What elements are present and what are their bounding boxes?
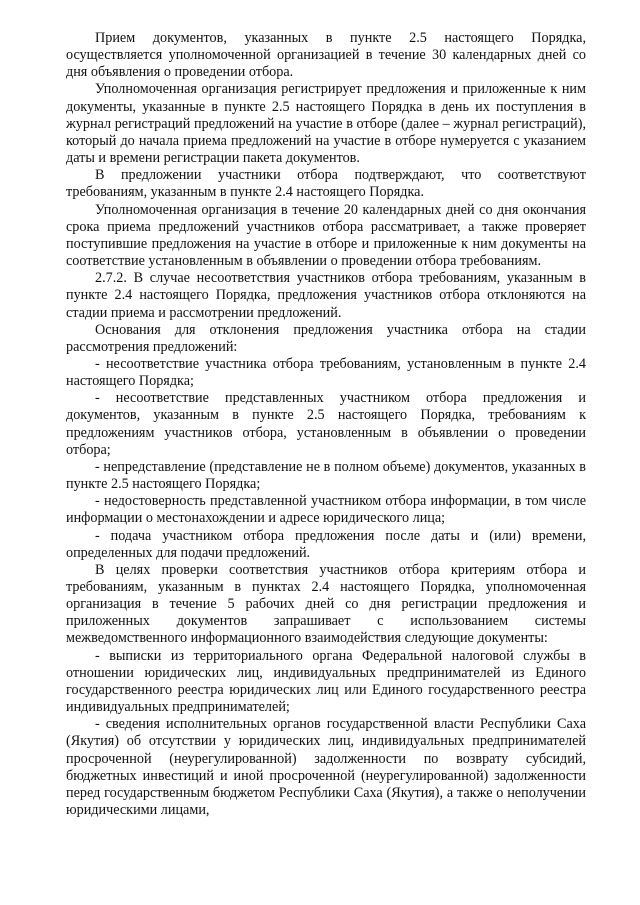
paragraph-document-receipt: Прием документов, указанных в пункте 2.5 настоящего Порядка, осуществляется уполномоченной организацией в течение 30 календарных дней со дня объявления о проведении отбора. — [66, 30, 586, 81]
paragraph-verification-request: В целях проверки соответствия участников отбора критериям отбора и требованиям, указанным в пунктах 2.4 настоящего Порядка, уполномоченная организация в течение 5 рабочих дней со дня регистрации предложения и приложенных документов запрашивает с использованием системы межведомственного информационного взаимодействия следующие документы: — [66, 561, 586, 647]
list-item-tax-extracts: - выписки из территориального органа Федеральной налоговой службы в отношении юридических лиц, индивидуальных предпринимателей из Единого государственного реестра юридических лиц или Единого государственного реестра индивидуальных предпринимателей; — [66, 647, 586, 716]
list-item-noncompliance-requirements: - несоответствие участника отбора требованиям, установленным в пункте 2.4 настоящего Порядка; — [66, 355, 586, 390]
list-item-unreliable-information: - недостоверность представленной участником отбора информации, в том числе информации о местонахождении и адресе юридического лица; — [66, 493, 586, 527]
list-item-noncompliance-documents: - несоответствие представленных участником отбора предложения и документов, указанным в пункте 2.5 настоящего Порядка, требованиям к предложениям участников отбора, установленным в объявлении о проведении отбора; — [66, 390, 586, 458]
document-page — [66, 30, 586, 819]
list-item-nonsubmission: - непредставление (представление не в полном объеме) документов, указанных в пункте 2.5 настоящего Порядка; — [66, 458, 586, 493]
paragraph-confirmation: В предложении участники отбора подтверждают, что соответствуют требованиям, указанным в пункте 2.4 настоящего Порядка. — [66, 167, 586, 201]
list-item-late-submission: - подача участником отбора предложения после даты и (или) времени, определенных для подачи предложений. — [66, 527, 586, 561]
paragraph-review-period: Уполномоченная организация в течение 20 календарных дней со дня окончания срока приема предложений участников отбора рассматривает, а также проверяет поступившие предложения на участие в отборе и приложенные к ним документы на соответствие установленным в объявлении о проведении отбора требованиям. — [66, 201, 586, 270]
paragraph-rejection-grounds: Основания для отклонения предложения участника отбора на стадии рассмотрения предложений: — [66, 321, 586, 355]
paragraph-registration: Уполномоченная организация регистрирует предложения и приложенные к ним документы, указанные в пункте 2.5 настоящего Порядка в день их поступления в журнал регистраций предложений на участие в отборе (далее – журнал регистраций), который до начала приема предложений на участие в отборе нумеруется с указанием даты и времени регистрации пакета документов. — [66, 81, 586, 167]
paragraph-section-2-7-2: 2.7.2. В случае несоответствия участников отбора требованиям, указанным в пункте 2.4 настоящего Порядка, предложения участников отбора отклоняются на стадии приема и рассмотрении предложений. — [66, 270, 586, 321]
list-item-debt-information: - сведения исполнительных органов государственной власти Республики Саха (Якутия) об отсутствии у юридических лиц, индивидуальных предпринимателей просроченной (неурегулированной) задолженности по возврату субсидий, бюджетных инвестиций и иной просроченной (неурегулированной) задолженности перед государственным бюджетом Республики Саха (Якутия), а также о неполучении юридическими лицами, — [66, 716, 586, 819]
